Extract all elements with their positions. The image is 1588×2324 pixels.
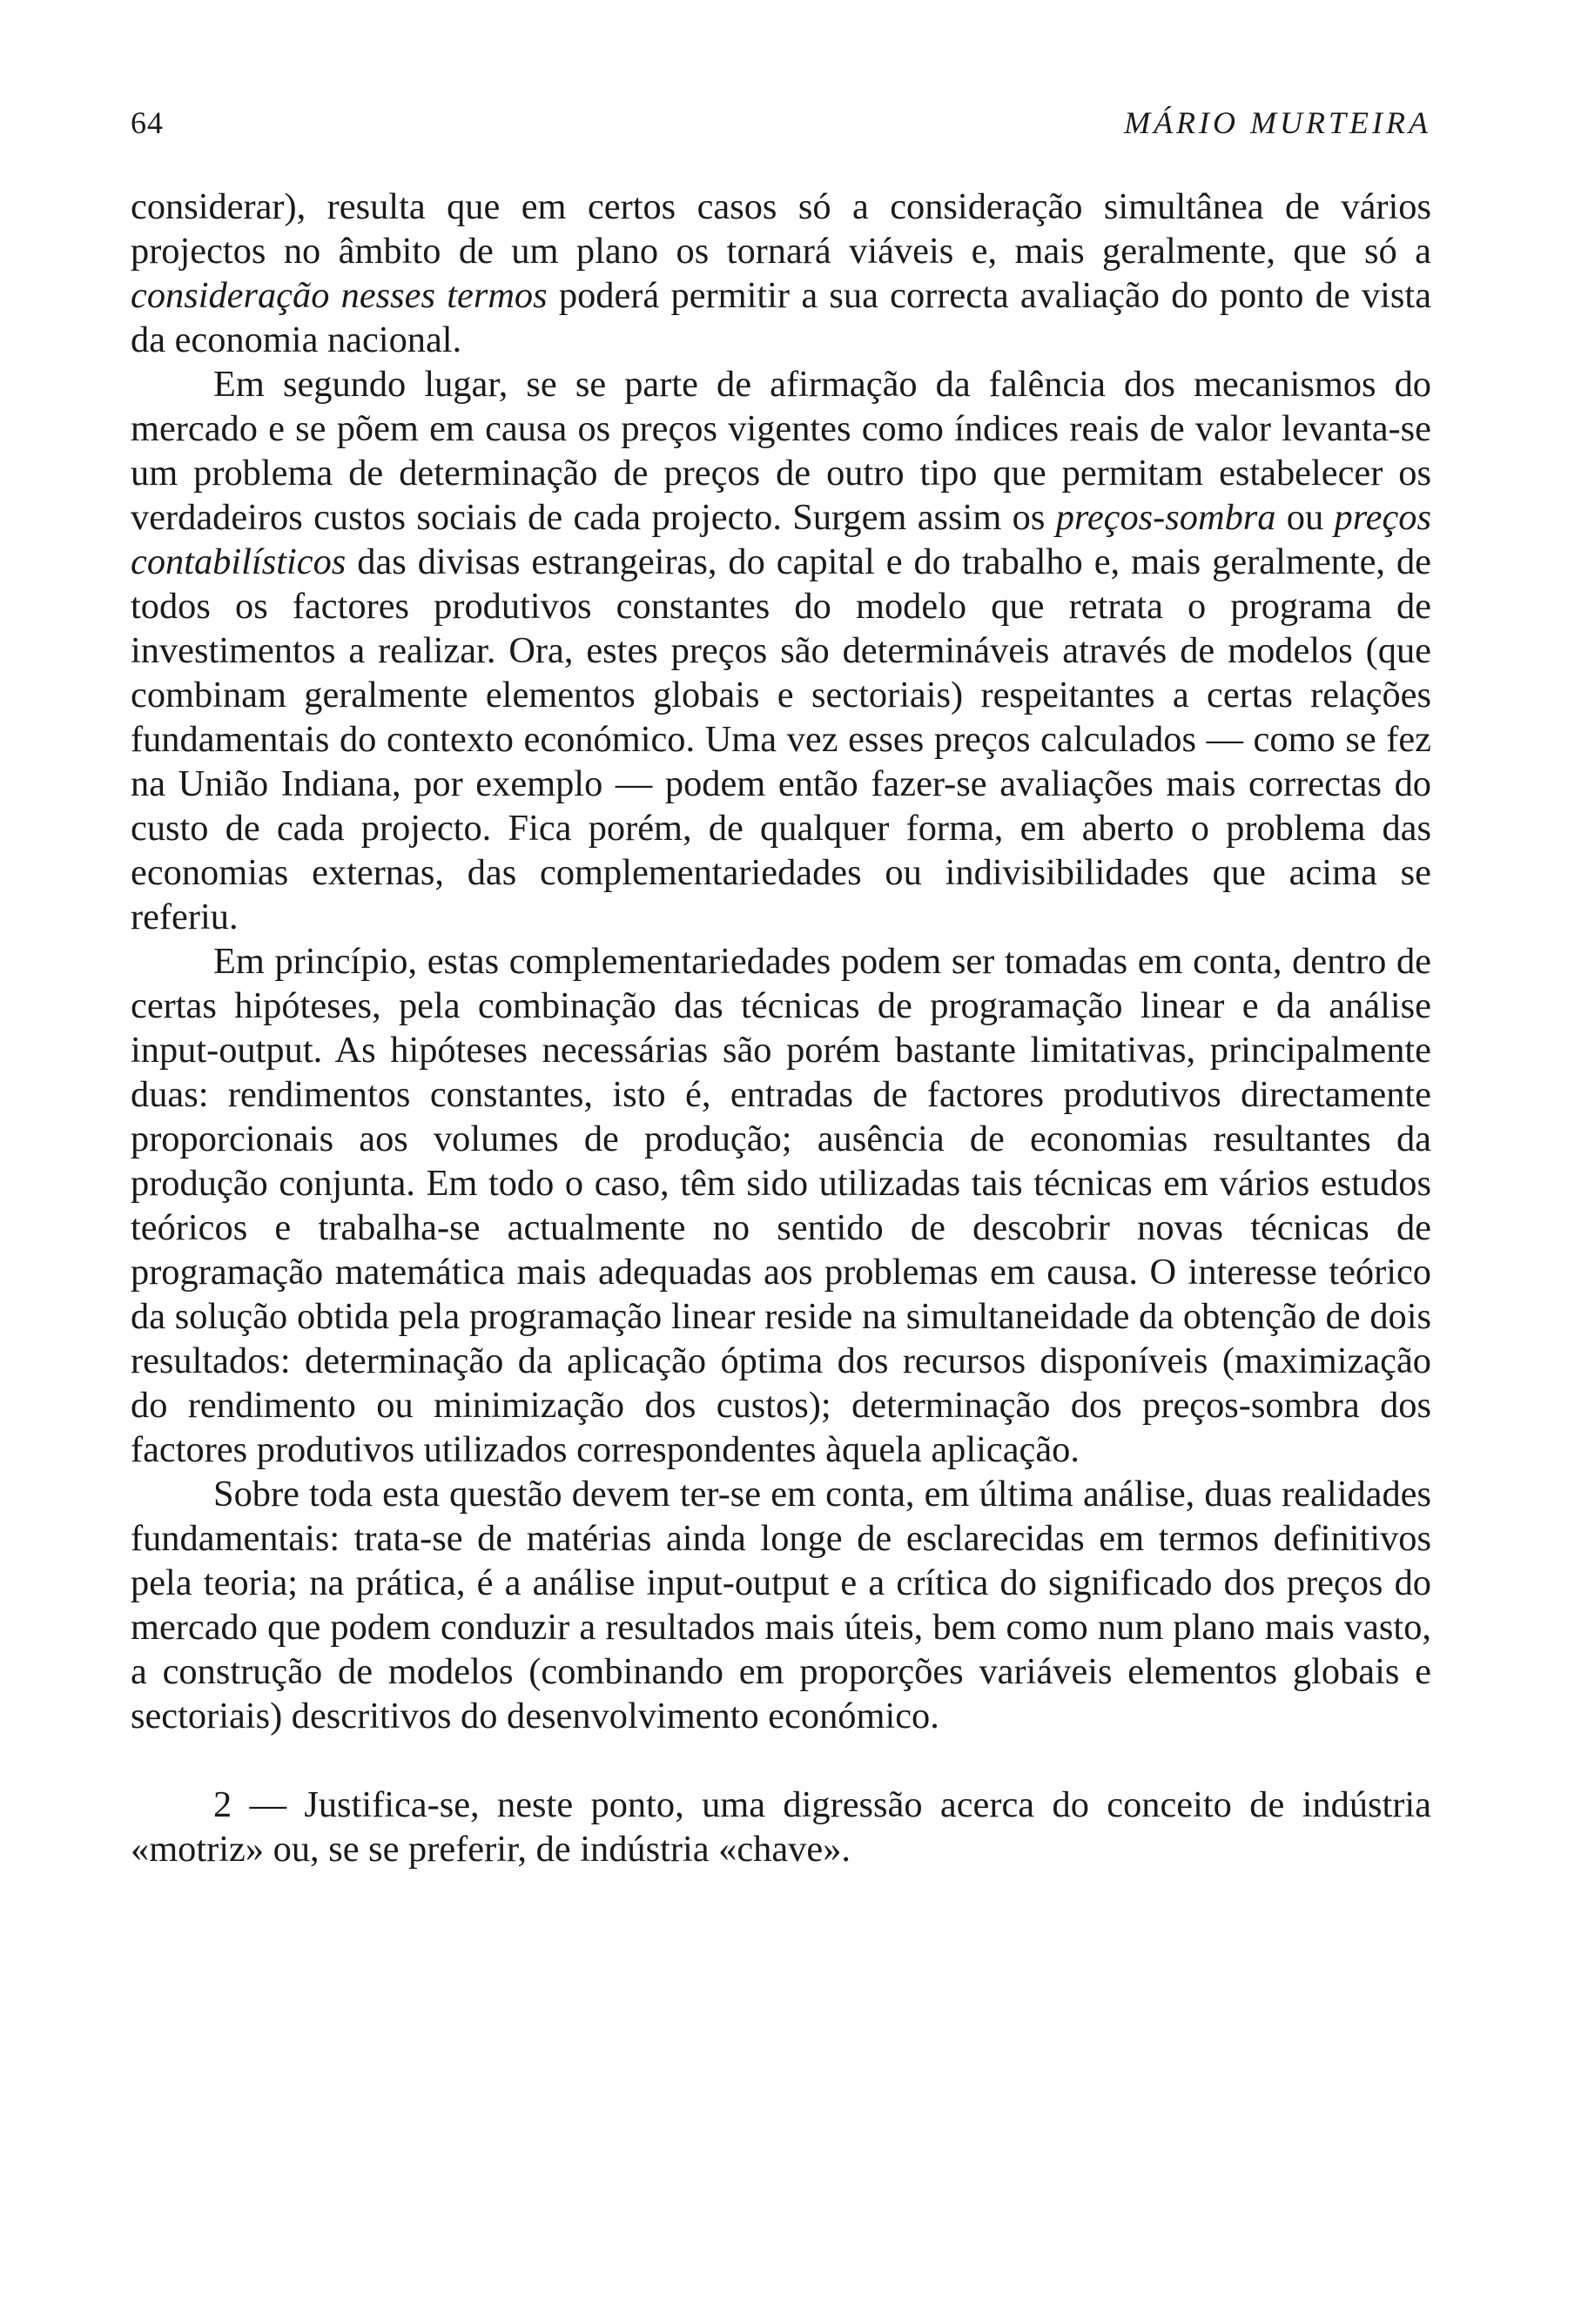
text-run: Sobre toda esta questão devem ter-se em conta, em última análise, duas realidades fundamentais: trata-se de matérias ainda longe de esclarecidas em termos definitivos pela teoria; na prática, é a análise input-output e a crítica do significado dos preços do mercado que podem conduzir a resultados mais úteis, bem como num plano mais vasto, a construção de modelos (combinando em proporções variáveis elementos globais e sectoriais) descritivos do desenvolvimento económico. xyxy=(131,1474,1431,1736)
text-run: das divisas estrangeiras, do capital e do trabalho e, mais geralmente, de todos os factores produtivos constantes do modelo que retrata o programa de investimentos a realizar. Ora, estes preços são determináveis através de modelos (que combinam geralmente elementos globais e sectoriais) respeitantes a certas relações fundamentais do contexto económico. Uma vez esses preços calculados — como se fez na União Indiana, por exemplo — podem então fazer-se avaliações mais correctas do custo de cada projecto. Fica porém, de qualquer forma, em aberto o problema das economias externas, das complementariedades ou indivisibilidades que acima se referiu. xyxy=(131,541,1431,937)
running-head-author: MÁRIO MURTEIRA xyxy=(1124,105,1431,140)
text-run: Em segundo lugar, se se parte de afirmação da falência dos mecanismos do mercado e se põem em causa os preços vigentes como índices reais de valor levanta-se um problema de determinação de preços de outro tipo que permitam estabelecer os verdadeiros custos sociais de cada projecto. Surgem assim os xyxy=(131,364,1431,538)
paragraph-p3 xyxy=(131,939,1431,1472)
text-run: 2 — Justifica-se, neste ponto, uma digressão acerca do conceito de indústria «motriz» ou, se se preferir, de indústria «chave». xyxy=(131,1784,1431,1870)
text-run: Em princípio, estas complementariedades podem ser tomadas em conta, dentro de certas hipóteses, pela combinação das técnicas de programação linear e da análise input-output. As hipóteses necessárias são porém bastante limitativas, principalmente duas: rendimentos constantes, isto é, entradas de factores produtivos directamente proporcionais aos volumes de produção; ausência de economias resultantes da produção conjunta. Em todo o caso, têm sido utilizadas tais técnicas em vários estudos teóricos e trabalha-se actualmente no sentido de descobrir novas técnicas de programação matemática mais adequadas aos problemas em causa. O interesse teórico da solução obtida pela programação linear reside na simultaneidade da obtenção de dois resultados: determinação da aplicação óptima dos recursos disponíveis (maximização do rendimento ou minimização dos custos); determinação dos preços-sombra dos factores produtivos utilizados correspondentes àquela aplicação. xyxy=(131,941,1431,1470)
text-run: considerar), resulta que em certos casos só a consideração simultânea de vários projectos no âmbito de um plano os tornará viáveis e, mais geralmente, que só a xyxy=(131,186,1431,272)
paragraph-p5 xyxy=(131,1783,1431,1871)
paragraph-p4 xyxy=(131,1472,1431,1738)
paragraph-p1 xyxy=(131,185,1431,362)
paragraph-p2 xyxy=(131,362,1431,939)
italic-emphasis: preços contabilísticos xyxy=(131,497,1431,582)
italic-emphasis: consideração nesses termos xyxy=(131,275,548,316)
text-run: poderá permitir a sua correcta avaliação do ponto de vista da economia nacional. xyxy=(131,275,1432,360)
italic-emphasis: preços-sombra xyxy=(1055,497,1276,538)
text-body xyxy=(131,185,1431,1871)
text-run: ou xyxy=(1275,497,1335,538)
page-number: 64 xyxy=(131,105,164,140)
page-header xyxy=(131,104,1431,139)
